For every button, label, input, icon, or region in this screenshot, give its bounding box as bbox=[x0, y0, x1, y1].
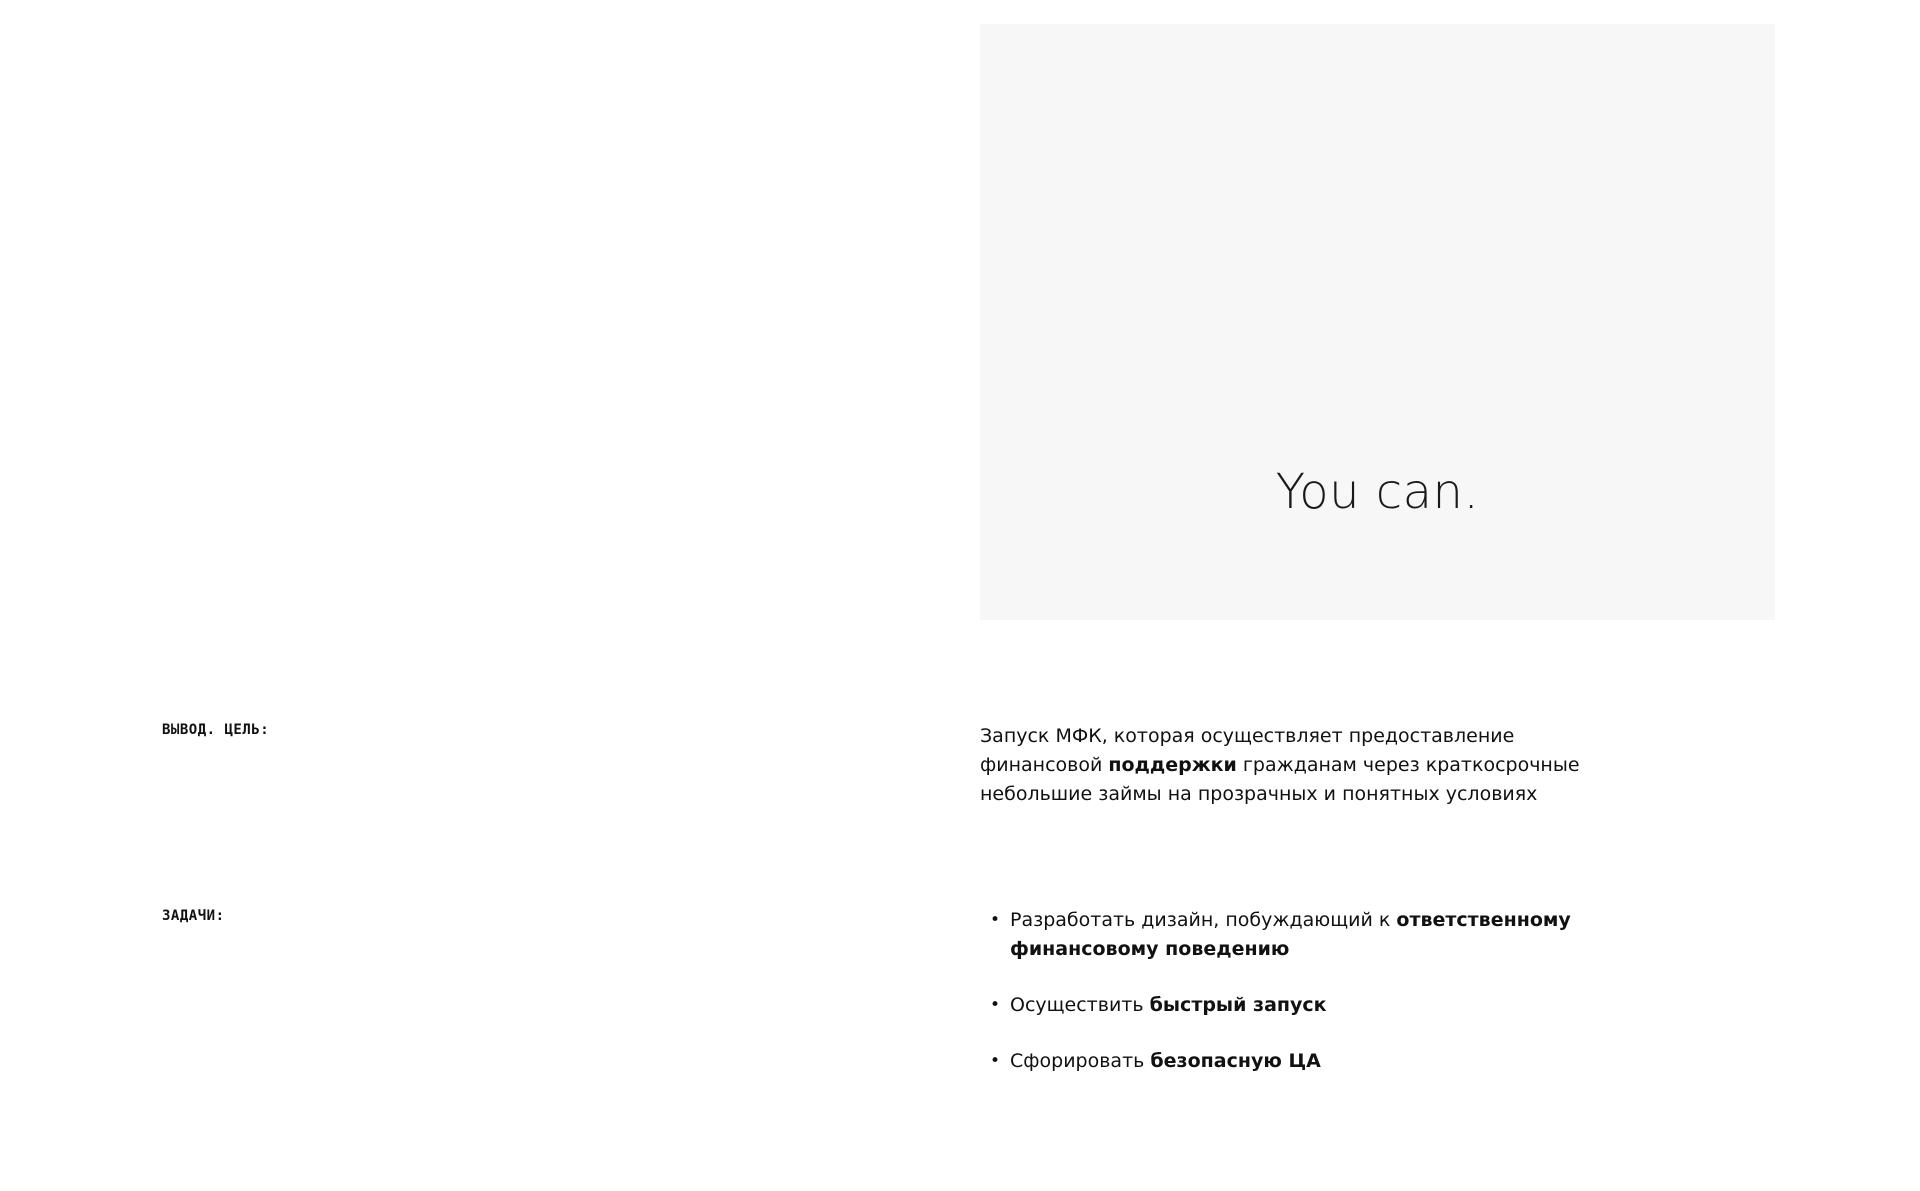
bullet-icon: • bbox=[990, 995, 1001, 1015]
goal-text-part1: Запуск МФК, которая осуществляет предоставление финансовой bbox=[980, 725, 1515, 776]
task-text-bold: ответственному финансовому поведению bbox=[1010, 909, 1571, 960]
task-text: Осуществить bbox=[1010, 994, 1150, 1016]
task-text-bold: безопасную ЦА bbox=[1150, 1050, 1321, 1072]
task-item bbox=[980, 1047, 1600, 1076]
task-item bbox=[980, 991, 1600, 1020]
goal-text-part2: гражданам через краткосрочные небольшие займы на прозрачных и понятных условиях bbox=[980, 754, 1580, 805]
goal-text-bold: поддержки bbox=[1108, 754, 1237, 776]
goal-label: ВЫВОД. ЦЕЛЬ: bbox=[162, 722, 270, 738]
task-text: Разработать дизайн, побуждающий к bbox=[1010, 909, 1397, 931]
hero-image-placeholder bbox=[980, 24, 1775, 620]
tasks-list bbox=[980, 906, 1600, 1103]
bullet-icon: • bbox=[990, 1051, 1001, 1071]
task-text-bold: быстрый запуск bbox=[1149, 994, 1327, 1016]
task-item bbox=[980, 906, 1600, 964]
bullet-icon: • bbox=[990, 910, 1001, 930]
hero-slogan: You can. bbox=[1275, 464, 1480, 520]
tasks-label: ЗАДАЧИ: bbox=[162, 908, 225, 924]
goal-description bbox=[980, 722, 1600, 809]
task-text: Сфорировать bbox=[1010, 1050, 1151, 1072]
